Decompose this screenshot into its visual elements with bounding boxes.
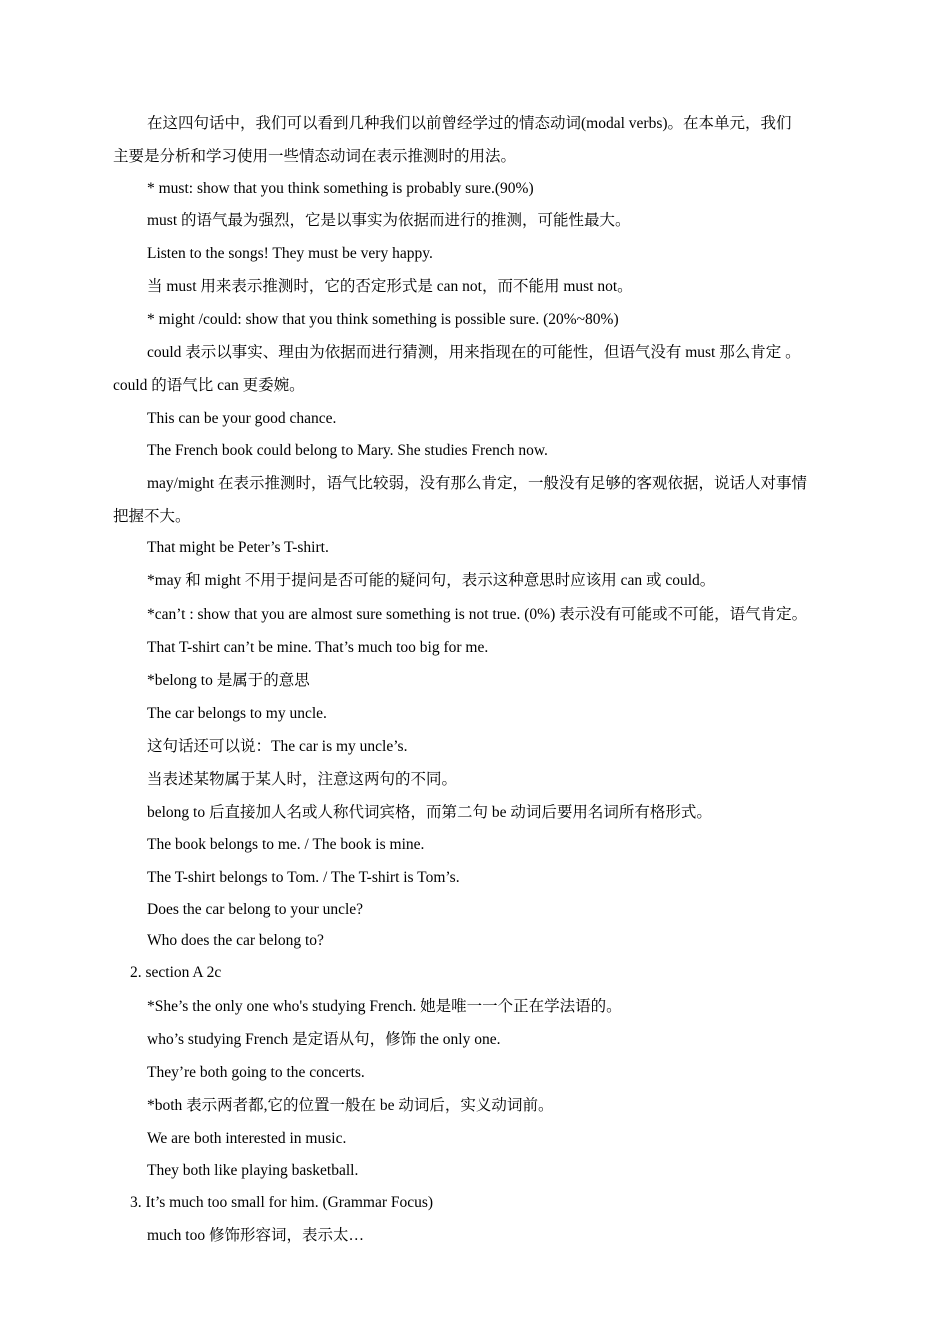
paragraph-line: They’re both going to the concerts. — [147, 1064, 365, 1081]
paragraph-line: *can’t : show that you are almost sure something is not true. (0%) 表示没有可能或不可能，语气肯定。 — [147, 606, 808, 623]
paragraph-line: That T-shirt can’t be mine. That’s much too big for me. — [147, 639, 489, 656]
paragraph-line: who’s studying French 是定语从句，修饰 the only one. — [147, 1031, 501, 1048]
paragraph-line: The car belongs to my uncle. — [147, 705, 327, 722]
paragraph-line: * must: show that you think something is probably sure.(90%) — [147, 180, 534, 197]
paragraph-line: 当 must 用来表示推测时，它的否定形式是 can not，而不能用 must not。 — [147, 278, 633, 295]
paragraph-line: * might /could: show that you think something is possible sure. (20%~80%) — [147, 311, 619, 328]
paragraph-line: Does the car belong to your uncle? — [147, 901, 364, 918]
paragraph-line: The French book could belong to Mary. She studies French now. — [147, 442, 548, 459]
paragraph-line: The T-shirt belongs to Tom. / The T-shirt is Tom’s. — [147, 869, 460, 886]
paragraph-line: Listen to the songs! They must be very happy. — [147, 245, 433, 262]
paragraph-line: belong to 后直接加人名或人称代词宾格，而第二句 be 动词后要用名词所有格形式。 — [147, 804, 712, 821]
paragraph-line: They both like playing basketball. — [147, 1162, 359, 1179]
paragraph-line: could 表示以事实、理由为依据而进行猜测，用来指现在的可能性，但语气没有 must 那么肯定 。 — [147, 344, 801, 361]
paragraph-line: We are both interested in music. — [147, 1130, 347, 1147]
paragraph-line: The book belongs to me. / The book is mine. — [147, 836, 425, 853]
numbered-item-heading: 3. It’s much too small for him. (Grammar Focus) — [130, 1194, 434, 1211]
paragraph-line: 主要是分析和学习使用一些情态动词在表示推测时的用法。 — [113, 148, 517, 165]
paragraph-line: may/might 在表示推测时，语气比较弱，没有那么肯定，一般没有足够的客观依据，说话人对事情 — [147, 475, 808, 492]
paragraph-line: must 的语气最为强烈，它是以事实为依据而进行的推测，可能性最大。 — [147, 212, 631, 229]
paragraph-line: 这句话还可以说：The car is my uncle’s. — [147, 738, 408, 755]
paragraph-line: *She’s the only one who's studying French. 她是唯一一个正在学法语的。 — [147, 998, 622, 1015]
paragraph-line: *may 和 might 不用于提问是否可能的疑问句，表示这种意思时应该用 can 或 could。 — [147, 572, 716, 589]
paragraph-line: could 的语气比 can 更委婉。 — [113, 377, 305, 394]
paragraph-line: 当表述某物属于某人时，注意这两句的不同。 — [147, 771, 458, 788]
paragraph-line: 在这四句话中，我们可以看到几种我们以前曾经学过的情态动词(modal verbs)。在本单元，我们 — [147, 115, 792, 132]
paragraph-line: much too 修饰形容词，表示太… — [147, 1227, 364, 1244]
numbered-item-heading: 2. section A 2c — [130, 964, 222, 981]
paragraph-line: That might be Peter’s T-shirt. — [147, 539, 329, 556]
paragraph-line: *both 表示两者都,它的位置一般在 be 动词后，实义动词前。 — [147, 1097, 554, 1114]
paragraph-line: *belong to 是属于的意思 — [147, 672, 310, 689]
paragraph-line: Who does the car belong to? — [147, 932, 324, 949]
paragraph-line: This can be your good chance. — [147, 410, 337, 427]
paragraph-line: 把握不大。 — [113, 508, 191, 525]
